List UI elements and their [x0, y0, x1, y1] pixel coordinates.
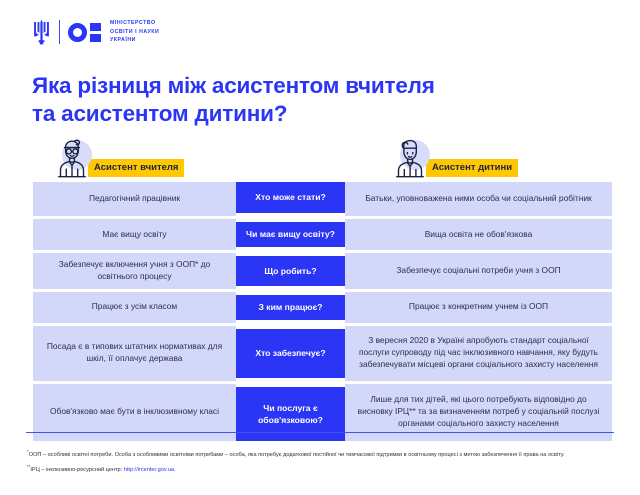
teacher-assistant-avatar-icon — [52, 138, 92, 180]
footnote-oop — [27, 448, 617, 460]
ministry-logo — [33, 16, 159, 48]
cell-teacher-assistant: Обов'язково має бути в інклюзивному класі — [33, 384, 236, 441]
table-row — [33, 182, 612, 216]
footnote-marker-1: * — [27, 449, 29, 454]
table-row — [33, 253, 612, 289]
cell-teacher-assistant: Педагогічний працівник — [33, 182, 236, 216]
footnote-marker-2: ** — [27, 464, 31, 470]
footnote-irc-suffix: . — [174, 466, 176, 473]
cell-child-assistant: Забезпечує соціальні потреби учня з ООП — [345, 253, 612, 289]
teacher-assistant-label: Асистент вчителя — [88, 159, 184, 178]
ircenter-link[interactable]: http://ircenter.gov.ua — [123, 466, 175, 473]
table-row — [33, 292, 612, 323]
ukraine-trident-icon — [33, 19, 50, 45]
column-header-child-assistant — [390, 136, 518, 180]
cell-child-assistant: Лише для тих дітей, які цього потребують відповідно до висновку ІРЦ** та за визначенням потреб у соціальній послузі органами соціального захисту населення — [345, 384, 612, 441]
cell-question: Чи послуга є обов'язковою? — [236, 384, 345, 441]
logo-divider — [59, 20, 60, 44]
cell-question: Що робить? — [236, 253, 345, 289]
cell-child-assistant: З вересня 2020 в Україні апробують стандарт соціальної послуги супроводу під час інклюзивного навчання, яку будуть забезпечувати місцеві органи соціального захисту населення — [345, 326, 612, 381]
cell-teacher-assistant: Працює з усім класом — [33, 292, 236, 323]
page-title-line-2: та асистентом дитини? — [32, 100, 288, 126]
ministry-name-line-1: МІНІСТЕРСТВО — [110, 20, 156, 27]
cell-question: Чи має вищу освіту? — [236, 219, 345, 250]
footnote-irc-text: ІРЦ – інклюзивно-ресурсний центр: — [30, 466, 124, 473]
logo-circle-o — [68, 23, 87, 42]
footer-divider — [26, 432, 614, 433]
page-title-line-1: Яка різниця між асистентом вчителя — [32, 73, 435, 99]
column-header-teacher-assistant — [52, 136, 184, 180]
ministry-name — [110, 19, 159, 44]
footnote-irc — [27, 463, 617, 475]
child-assistant-label: Асистент дитини — [426, 159, 518, 178]
cell-question: З ким працює? — [236, 292, 345, 323]
comparison-table — [33, 182, 612, 441]
mon-o-equals-icon — [68, 23, 101, 42]
cell-teacher-assistant: Забезпечує включення учня з ООП* до освітнього процесу — [33, 253, 236, 289]
table-row — [33, 326, 612, 381]
column-headers — [0, 136, 640, 180]
child-assistant-avatar-icon — [390, 138, 430, 180]
cell-question: Хто забезпечує? — [236, 326, 345, 381]
table-row — [33, 219, 612, 250]
cell-teacher-assistant: Посада є в типових штатних нормативах для шкіл, її оплачує держава — [33, 326, 236, 381]
footnotes — [27, 448, 617, 478]
logo-equals-bars — [90, 23, 101, 42]
footnote-oop-text: ООП – особливі освітні потреби. Особа з особливими освітніми потребами – особа, яка потребує додаткової постійної чи тимчасової підтримки в освітньому процесі з метою забезпечення її права на освіту. — [28, 451, 565, 458]
ministry-name-line-3: УКРАЇНИ — [110, 37, 136, 44]
cell-child-assistant: Працює з конкретним учнем із ООП — [345, 292, 612, 323]
cell-child-assistant: Вища освіта не обов'язкова — [345, 219, 612, 250]
cell-child-assistant: Батьки, уповноважена ними особа чи соціальний робітник — [345, 182, 612, 216]
ministry-name-line-2: ОСВІТИ І НАУКИ — [110, 28, 160, 35]
cell-question: Хто може стати? — [236, 182, 345, 216]
page-title — [32, 72, 592, 128]
cell-teacher-assistant: Має вищу освіту — [33, 219, 236, 250]
